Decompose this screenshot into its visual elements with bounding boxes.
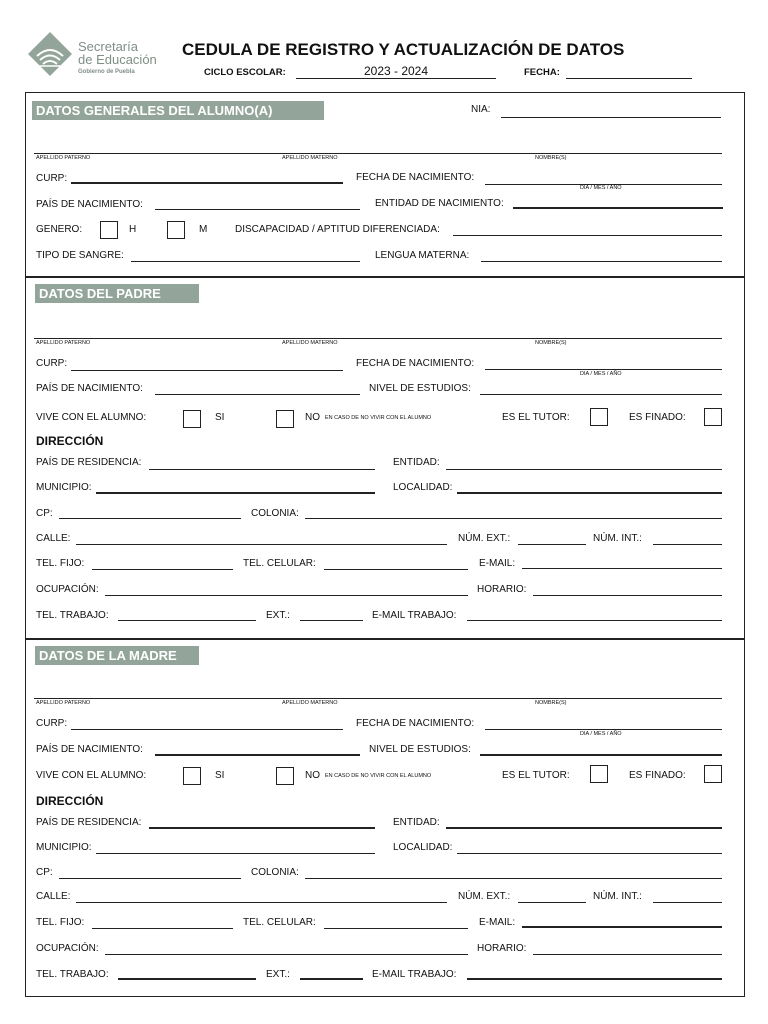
padre-fecha-nac-field[interactable]: [485, 369, 722, 370]
padre-num-int-field[interactable]: [653, 544, 722, 545]
madre-tel-fijo-field[interactable]: [92, 928, 233, 929]
madre-curp-label: CURP:: [36, 718, 68, 729]
padre-tel-fijo-field[interactable]: [92, 569, 233, 570]
padre-pais-nac-field[interactable]: [155, 394, 360, 395]
logo-line3: Gobierno de Puebla: [78, 69, 135, 75]
padre-tutor-checkbox[interactable]: [590, 408, 608, 426]
padre-num-ext-field[interactable]: [518, 544, 586, 545]
genero-h-checkbox[interactable]: [100, 221, 118, 239]
padre-pais-res-field[interactable]: [149, 469, 375, 470]
madre-fecha-nac-label: FECHA DE NACIMIENTO:: [356, 718, 475, 729]
padre-entidad-field[interactable]: [446, 469, 722, 470]
madre-tel-cel-label: TEL. CELULAR:: [243, 917, 316, 928]
madre-calle-label: CALLE:: [36, 891, 71, 902]
madre-finado-checkbox[interactable]: [704, 765, 722, 783]
madre-no-note: EN CASO DE NO VIVIR CON EL ALUMNO: [325, 773, 432, 779]
alumno-curp-field[interactable]: [71, 182, 343, 184]
alumno-header: DATOS GENERALES DEL ALUMNO(A): [32, 101, 324, 120]
page-title: CEDULA DE REGISTRO Y ACTUALIZACIÓN DE DATOS: [182, 40, 625, 59]
padre-horario-label: HORARIO:: [477, 584, 527, 595]
alumno-pais-nac-label: PAÍS DE NACIMIENTO:: [36, 199, 143, 210]
alumno-curp-label: CURP:: [36, 173, 68, 184]
padre-pais-nac-label: PAÍS DE NACIMIENTO:: [36, 383, 143, 394]
genero-h-label: H: [129, 224, 137, 235]
padre-header: DATOS DEL PADRE: [35, 284, 199, 303]
madre-vive-si-checkbox[interactable]: [183, 767, 201, 785]
madre-calle-field[interactable]: [76, 902, 447, 903]
madre-no-label: NO: [305, 770, 320, 781]
madre-header: DATOS DE LA MADRE: [35, 646, 199, 665]
alumno-discapacidad-label: DISCAPACIDAD / APTITUD DIFERENCIADA:: [235, 224, 440, 235]
padre-apellido-paterno: APELLIDO PATERNO: [36, 340, 91, 346]
padre-email-trabajo-label: E-MAIL TRABAJO:: [372, 610, 457, 621]
madre-pais-nac-label: PAÍS DE NACIMIENTO:: [36, 744, 143, 755]
madre-nombres: NOMBRE(S): [535, 700, 567, 706]
madre-dia-mes-ano: DIA / MES / AÑO: [580, 731, 622, 737]
padre-ocupacion-label: OCUPACIÓN:: [36, 584, 99, 595]
padre-municipio-field[interactable]: [96, 492, 375, 494]
madre-tel-trabajo-label: TEL. TRABAJO:: [36, 969, 109, 980]
padre-num-int-label: NÚM. INT.:: [593, 533, 642, 544]
padre-tel-cel-label: TEL. CELULAR:: [243, 558, 316, 569]
fecha-label: FECHA:: [524, 67, 560, 78]
genero-m-checkbox[interactable]: [167, 221, 185, 239]
madre-ext-field[interactable]: [300, 978, 363, 980]
alumno-tipo-sangre-field[interactable]: [131, 261, 360, 262]
madre-pais-res-label: PAÍS DE RESIDENCIA:: [36, 817, 142, 828]
padre-email-field[interactable]: [522, 568, 722, 569]
madre-direccion-heading: DIRECCIÓN: [36, 794, 104, 808]
madre-colonia-label: COLONIA:: [251, 867, 299, 878]
madre-tel-cel-field[interactable]: [324, 928, 468, 929]
madre-num-ext-field[interactable]: [518, 902, 586, 903]
padre-municipio-label: MUNICIPIO:: [36, 482, 92, 493]
logo-line1: Secretaría: [78, 39, 138, 54]
padre-no-label: NO: [305, 412, 320, 423]
alumno-nombres: NOMBRE(S): [535, 155, 567, 161]
padre-cp-label: CP:: [36, 508, 53, 519]
alumno-entidad-nac-field[interactable]: [513, 207, 723, 209]
padre-tutor-label: ES EL TUTOR:: [502, 412, 570, 423]
padre-vive-label: VIVE CON EL ALUMNO:: [36, 412, 147, 423]
madre-cp-label: CP:: [36, 867, 53, 878]
madre-tel-trabajo-field[interactable]: [118, 978, 256, 980]
genero-m-label: M: [199, 224, 208, 235]
madre-nombre-line[interactable]: [34, 698, 722, 699]
madre-ocupacion-label: OCUPACIÓN:: [36, 943, 99, 954]
padre-finado-label: ES FINADO:: [629, 412, 686, 423]
alumno-lengua-field[interactable]: [481, 261, 722, 262]
madre-apellido-materno: APELLIDO MATERNO: [282, 700, 338, 706]
padre-email-trabajo-field[interactable]: [467, 620, 722, 621]
padre-direccion-heading: DIRECCIÓN: [36, 434, 104, 448]
fecha-field[interactable]: [566, 78, 692, 79]
alumno-apellido-paterno: APELLIDO PATERNO: [36, 155, 91, 161]
padre-calle-label: CALLE:: [36, 533, 71, 544]
madre-entidad-label: ENTIDAD:: [393, 817, 440, 828]
madre-email-field[interactable]: [522, 926, 722, 928]
logo-line2: de Educación: [78, 52, 157, 67]
madre-municipio-field[interactable]: [96, 853, 375, 854]
madre-num-ext-label: NÚM. EXT.:: [458, 891, 511, 902]
madre-horario-field[interactable]: [533, 954, 722, 955]
madre-pais-res-field[interactable]: [149, 827, 375, 829]
padre-colonia-label: COLONIA:: [251, 508, 299, 519]
madre-tutor-checkbox[interactable]: [590, 765, 608, 783]
padre-ext-field[interactable]: [300, 620, 363, 621]
ciclo-value[interactable]: 2023 - 2024: [363, 64, 429, 78]
padre-entidad-label: ENTIDAD:: [393, 457, 440, 468]
madre-municipio-label: MUNICIPIO:: [36, 842, 92, 853]
padre-tel-fijo-label: TEL. FIJO:: [36, 558, 85, 569]
ciclo-label: CICLO ESCOLAR:: [204, 67, 286, 78]
madre-pais-nac-field[interactable]: [155, 754, 360, 756]
padre-nombre-line[interactable]: [34, 338, 722, 339]
madre-vive-label: VIVE CON EL ALUMNO:: [36, 770, 147, 781]
alumno-entidad-nac-label: ENTIDAD DE NACIMIENTO:: [375, 198, 504, 209]
madre-apellido-paterno: APELLIDO PATERNO: [36, 700, 91, 706]
madre-localidad-field[interactable]: [457, 853, 722, 854]
padre-fecha-nac-label: FECHA DE NACIMIENTO:: [356, 358, 475, 369]
padre-no-note: EN CASO DE NO VIVIR CON EL ALUMNO: [325, 415, 432, 421]
madre-ocupacion-field[interactable]: [105, 954, 468, 955]
padre-email-label: E-MAIL:: [479, 558, 516, 569]
padre-tel-cel-field[interactable]: [324, 569, 468, 570]
padre-pais-res-label: PAÍS DE RESIDENCIA:: [36, 457, 142, 468]
madre-vive-no-checkbox[interactable]: [276, 767, 294, 785]
madre-localidad-label: LOCALIDAD:: [393, 842, 453, 853]
madre-email-trabajo-label: E-MAIL TRABAJO:: [372, 969, 457, 980]
alumno-apellido-materno: APELLIDO MATERNO: [282, 155, 338, 161]
madre-fecha-nac-field[interactable]: [485, 729, 722, 730]
padre-vive-no-checkbox[interactable]: [276, 410, 294, 428]
padre-calle-field[interactable]: [76, 544, 447, 545]
madre-colonia-field[interactable]: [305, 878, 722, 879]
padre-vive-si-checkbox[interactable]: [183, 410, 201, 428]
padre-horario-field[interactable]: [533, 595, 722, 596]
alumno-nombre-line[interactable]: [34, 153, 722, 154]
padre-localidad-label: LOCALIDAD:: [393, 482, 453, 493]
alumno-pais-nac-field[interactable]: [155, 209, 360, 210]
madre-tel-fijo-label: TEL. FIJO:: [36, 917, 85, 928]
nia-field[interactable]: [501, 117, 721, 118]
padre-dia-mes-ano: DIA / MES / AÑO: [580, 371, 622, 377]
madre-nivel-estudios-field[interactable]: [480, 754, 722, 756]
alumno-dia-mes-ano: DIA / MES / AÑO: [580, 185, 622, 191]
padre-nivel-estudios-label: NIVEL DE ESTUDIOS:: [369, 383, 471, 394]
madre-si-label: SI: [215, 770, 225, 781]
madre-ext-label: EXT.:: [266, 969, 290, 980]
alumno-discapacidad-field[interactable]: [453, 235, 722, 236]
secretaria-logo-icon: [26, 30, 74, 78]
padre-colonia-field[interactable]: [305, 518, 722, 519]
madre-email-trabajo-field[interactable]: [467, 978, 722, 980]
madre-tutor-label: ES EL TUTOR:: [502, 770, 570, 781]
alumno-genero-label: GENERO:: [36, 224, 83, 235]
padre-num-ext-label: NÚM. EXT.:: [458, 533, 511, 544]
padre-curp-label: CURP:: [36, 358, 68, 369]
madre-num-int-label: NÚM. INT.:: [593, 891, 642, 902]
madre-cp-field[interactable]: [59, 878, 241, 879]
alumno-fecha-nac-label: FECHA DE NACIMIENTO:: [356, 172, 475, 183]
padre-ext-label: EXT.:: [266, 610, 290, 621]
padre-finado-checkbox[interactable]: [704, 408, 722, 426]
nia-label: NIA:: [471, 104, 491, 115]
padre-si-label: SI: [215, 412, 225, 423]
madre-finado-label: ES FINADO:: [629, 770, 686, 781]
padre-tel-trabajo-field[interactable]: [118, 620, 256, 621]
madre-entidad-field[interactable]: [446, 827, 722, 829]
padre-curp-field[interactable]: [71, 370, 343, 371]
madre-num-int-field[interactable]: [653, 902, 722, 903]
madre-nivel-estudios-label: NIVEL DE ESTUDIOS:: [369, 744, 471, 755]
logo: [26, 30, 166, 80]
madre-horario-label: HORARIO:: [477, 943, 527, 954]
madre-email-label: E-MAIL:: [479, 917, 516, 928]
madre-curp-field[interactable]: [71, 729, 343, 730]
alumno-tipo-sangre-label: TIPO DE SANGRE:: [36, 250, 124, 261]
padre-apellido-materno: APELLIDO MATERNO: [282, 340, 338, 346]
padre-tel-trabajo-label: TEL. TRABAJO:: [36, 610, 109, 621]
alumno-lengua-label: LENGUA MATERNA:: [375, 250, 470, 261]
padre-ocupacion-field[interactable]: [105, 595, 468, 596]
padre-cp-field[interactable]: [59, 518, 241, 519]
padre-nombres: NOMBRE(S): [535, 340, 567, 346]
padre-nivel-estudios-field[interactable]: [480, 394, 722, 395]
padre-localidad-field[interactable]: [457, 492, 722, 494]
